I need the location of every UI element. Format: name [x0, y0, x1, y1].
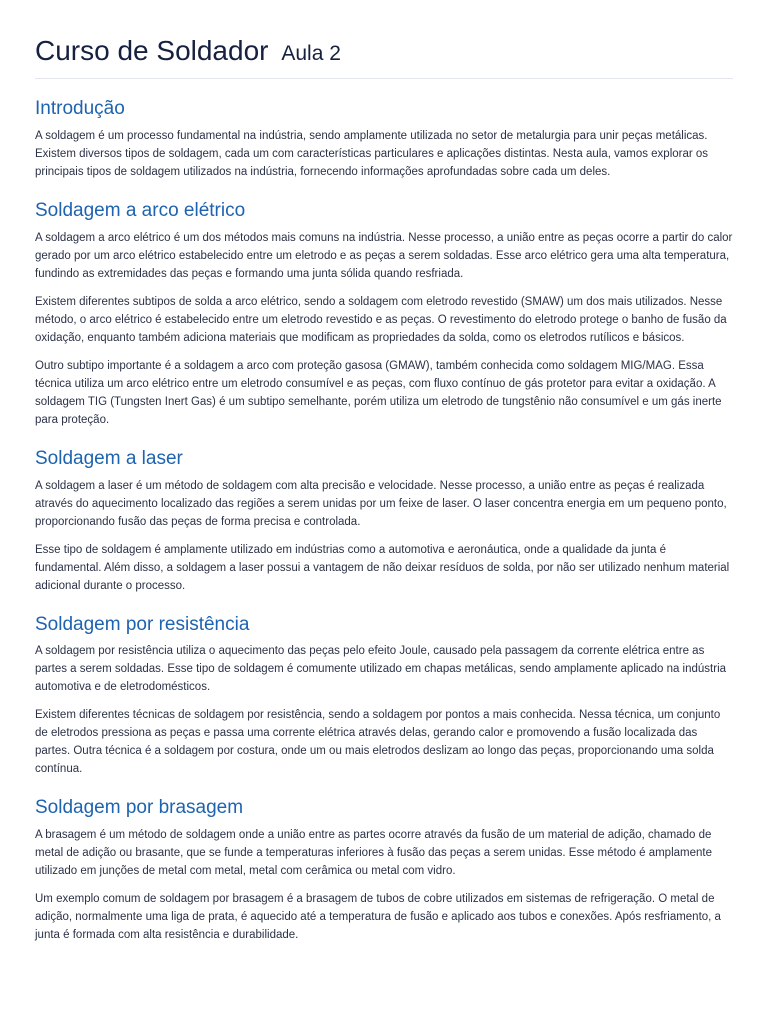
section-paragraph: A brasagem é um método de soldagem onde a união entre as partes ocorre através da fusão de um material de adição, chamado de metal de adição ou brasante, que se funde a temperaturas inferiores à fusão das peças a serem unidas. Esse método é amplamente utilizado em junções de metal com metal, metal com cerâmica ou metal com vidro. — [35, 829, 712, 878]
section-paragraph: Esse tipo de soldagem é amplamente utilizado em indústrias como a automotiva e aeronáutica, onde a qualidade da junta é fundamental. Além disso, a soldagem a laser possui a vantagem de não deixar resíduos de solda, por não ser utilizado nenhum material adicional durante o processo. — [35, 543, 730, 592]
page-title-main: Curso de Soldador — [35, 35, 269, 66]
section-heading: Soldagem por brasagem — [35, 797, 244, 819]
section-paragraph: Um exemplo comum de soldagem por brasagem é a brasagem de tubos de cobre utilizados em sistemas de refrigeração. O metal de adição, normalmente uma liga de prata, é aquecido até a temperatura de fusão e aplicado aos tubos e conexões. Após resfriamento, a junta é formada com alta resistência e durabilidade. — [35, 893, 721, 942]
section-paragraph: Existem diferentes subtipos de solda a arco elétrico, sendo a soldagem com eletrodo revestido (SMAW) um dos mais utilizados. Nesse método, o arco elétrico é estabelecido entre um eletrodo revestido e as peças. O revestimento do eletrodo protege o banho de fusão da oxidação, enquanto também adiciona materiais que modificam as propriedades da solda, como os eletrodos rutílicos e básicos. — [35, 295, 727, 344]
section-heading: Soldagem a laser — [35, 447, 183, 469]
page-title — [35, 30, 733, 79]
section-paragraph: Existem diferentes técnicas de soldagem por resistência, sendo a soldagem por pontos a mais conhecida. Nessa técnica, um conjunto de eletrodos pressiona as peças e passa uma corrente elétrica através delas, gerando calor e promovendo a fusão localizada das partes. Outra técnica é a soldagem por costura, onde um ou mais eletrodos deslizam ao longo das peças, proporcionando uma solda contínua. — [35, 709, 721, 776]
section-paragraph: A soldagem a laser é um método de soldagem com alta precisão e velocidade. Nesse processo, a união entre as peças é realizada através do aquecimento localizado das regiões a serem unidas por um feixe de laser. O laser concentra energia em um pequeno ponto, proporcionando fusão das peças de forma precisa e controlada. — [35, 479, 727, 528]
section-brasagem — [35, 796, 733, 944]
section-arco-eletrico — [35, 199, 733, 429]
section-paragraph: Outro subtipo importante é a soldagem a arco com proteção gasosa (GMAW), também conhecida como soldagem MIG/MAG. Essa técnica utiliza um arco elétrico entre um eletrodo consumível e as peças, com fluxo contínuo de gás protetor para evitar a oxidação. A soldagem TIG (Tungsten Inert Gas) é um subtipo semelhante, porém utiliza um eletrodo de tungstênio não consumível e um gás inerte para proteção. — [35, 359, 722, 426]
section-introducao — [35, 97, 733, 181]
section-resistencia — [35, 613, 733, 779]
page-title-lesson: Aula 2 — [281, 42, 341, 65]
section-heading: Soldagem por resistência — [35, 613, 250, 635]
section-paragraph: A soldagem a arco elétrico é um dos métodos mais comuns na indústria. Nesse processo, a união entre as peças ocorre a partir do calor gerado por um arco elétrico estabelecido entre um eletrodo e as peças a serem soldadas. Esse arco elétrico gera uma alta temperatura, fundindo as extremidades das peças e formando uma junta sólida quando resfriada. — [35, 231, 733, 280]
section-paragraph: A soldagem é um processo fundamental na indústria, sendo amplamente utilizada no setor de metalurgia para unir peças metálicas. Existem diversos tipos de soldagem, cada um com características particulares e aplicações distintas. Nesta aula, vamos explorar os principais tipos de soldagem utilizados na indústria, fornecendo informações aprofundadas sobre cada um deles. — [35, 130, 709, 179]
section-paragraph: A soldagem por resistência utiliza o aquecimento das peças pelo efeito Joule, causado pela passagem da corrente elétrica entre as partes a serem soldadas. Esse tipo de soldagem é comumente utilizado em chapas metálicas, sendo amplamente aplicado na indústria automotiva e de eletrodomésticos. — [35, 645, 727, 694]
section-heading: Soldagem a arco elétrico — [35, 200, 246, 222]
section-laser — [35, 447, 733, 595]
section-heading: Introdução — [35, 98, 125, 120]
